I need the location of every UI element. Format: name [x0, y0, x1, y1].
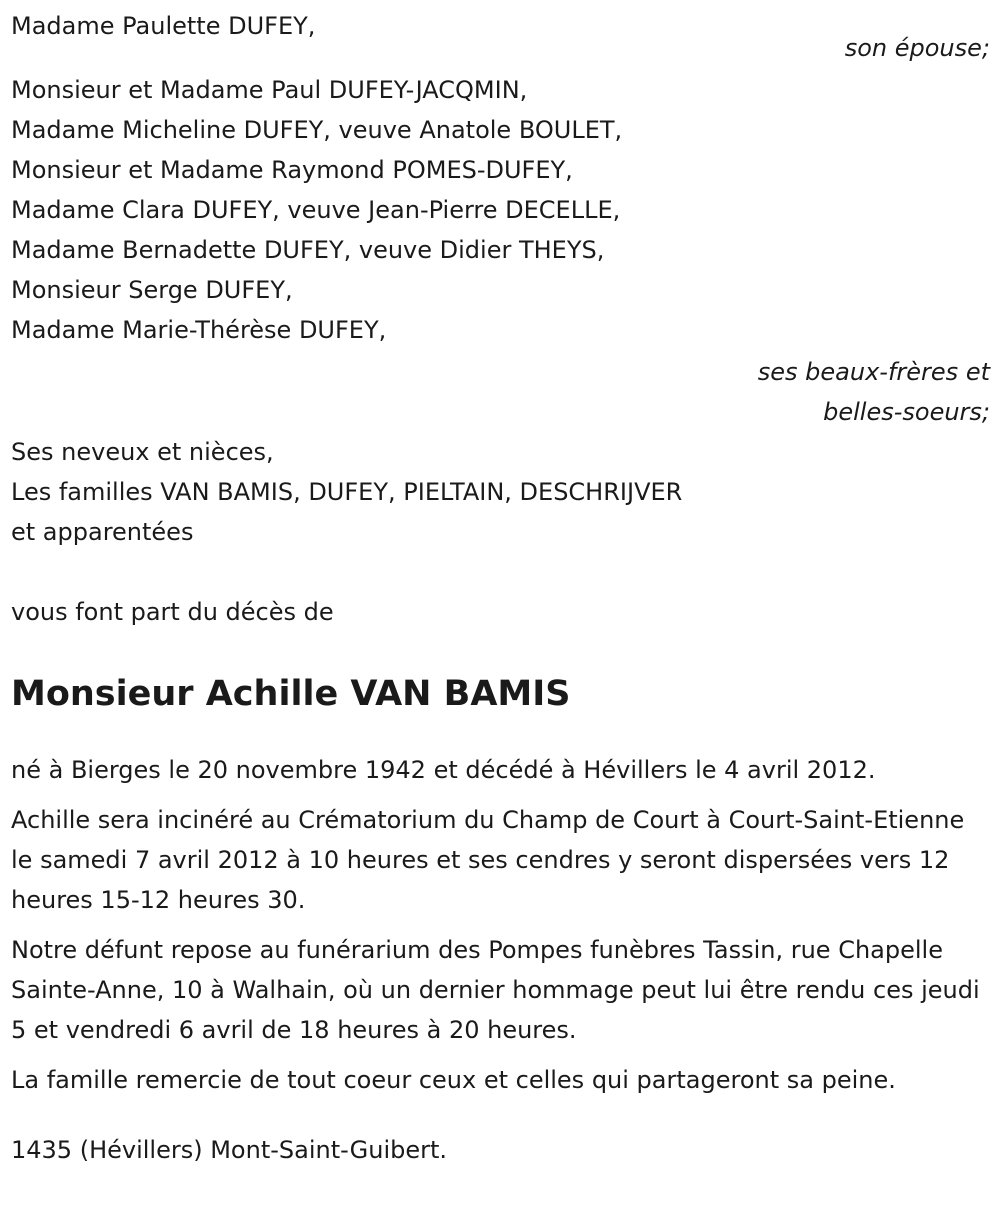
sibling-line: Monsieur et Madame Paul DUFEY-JACQMIN, [11, 76, 528, 104]
family-line: Ses neveux et nièces, [11, 438, 274, 466]
spouse-role: son épouse; [844, 34, 990, 62]
thanks-paragraph: La famille remercie de tout coeur ceux et celles qui partageront sa peine. [11, 1066, 896, 1094]
siblings-list [11, 70, 990, 350]
siblings-role-line2: belles-soeurs; [823, 398, 990, 426]
family-line: et apparentées [11, 518, 194, 546]
sibling-line: Monsieur et Madame Raymond POMES-DUFEY, [11, 156, 573, 184]
announcement-text: vous font part du décès de [11, 598, 334, 626]
sibling-line: Madame Marie-Thérèse DUFEY, [11, 316, 387, 344]
birth-death-paragraph: né à Bierges le 20 novembre 1942 et décédé à Hévillers le 4 avril 2012. [11, 756, 876, 784]
funerarium-paragraph: Notre défunt repose au funérarium des Pompes funèbres Tassin, rue Chapelle Sainte-Anne, 10 à Walhain, où un dernier hommage peut lui être rendu ces jeudi 5 et vendredi 6 avril de 18 heures à 20 heures. [11, 936, 980, 1044]
deceased-name: Monsieur Achille VAN BAMIS [11, 674, 571, 714]
sibling-line: Madame Clara DUFEY, veuve Jean-Pierre DECELLE, [11, 196, 621, 224]
cremation-paragraph: Achille sera incinéré au Crématorium du Champ de Court à Court-Saint-Etienne le samedi 7 avril 2012 à 10 heures et ses cendres y seront dispersées vers 12 heures 15-12 heures 30. [11, 806, 965, 914]
spouse-line: Madame Paulette DUFEY, [11, 12, 316, 40]
siblings-role-line1: ses beaux-frères et [757, 358, 990, 386]
sibling-line: Madame Micheline DUFEY, veuve Anatole BOULET, [11, 116, 623, 144]
address-line: 1435 (Hévillers) Mont-Saint-Guibert. [11, 1136, 448, 1164]
sibling-line: Madame Bernadette DUFEY, veuve Didier THEYS, [11, 236, 605, 264]
family-line: Les familles VAN BAMIS, DUFEY, PIELTAIN, DESCHRIJVER [11, 478, 683, 506]
family-block [11, 432, 990, 552]
sibling-line: Monsieur Serge DUFEY, [11, 276, 293, 304]
